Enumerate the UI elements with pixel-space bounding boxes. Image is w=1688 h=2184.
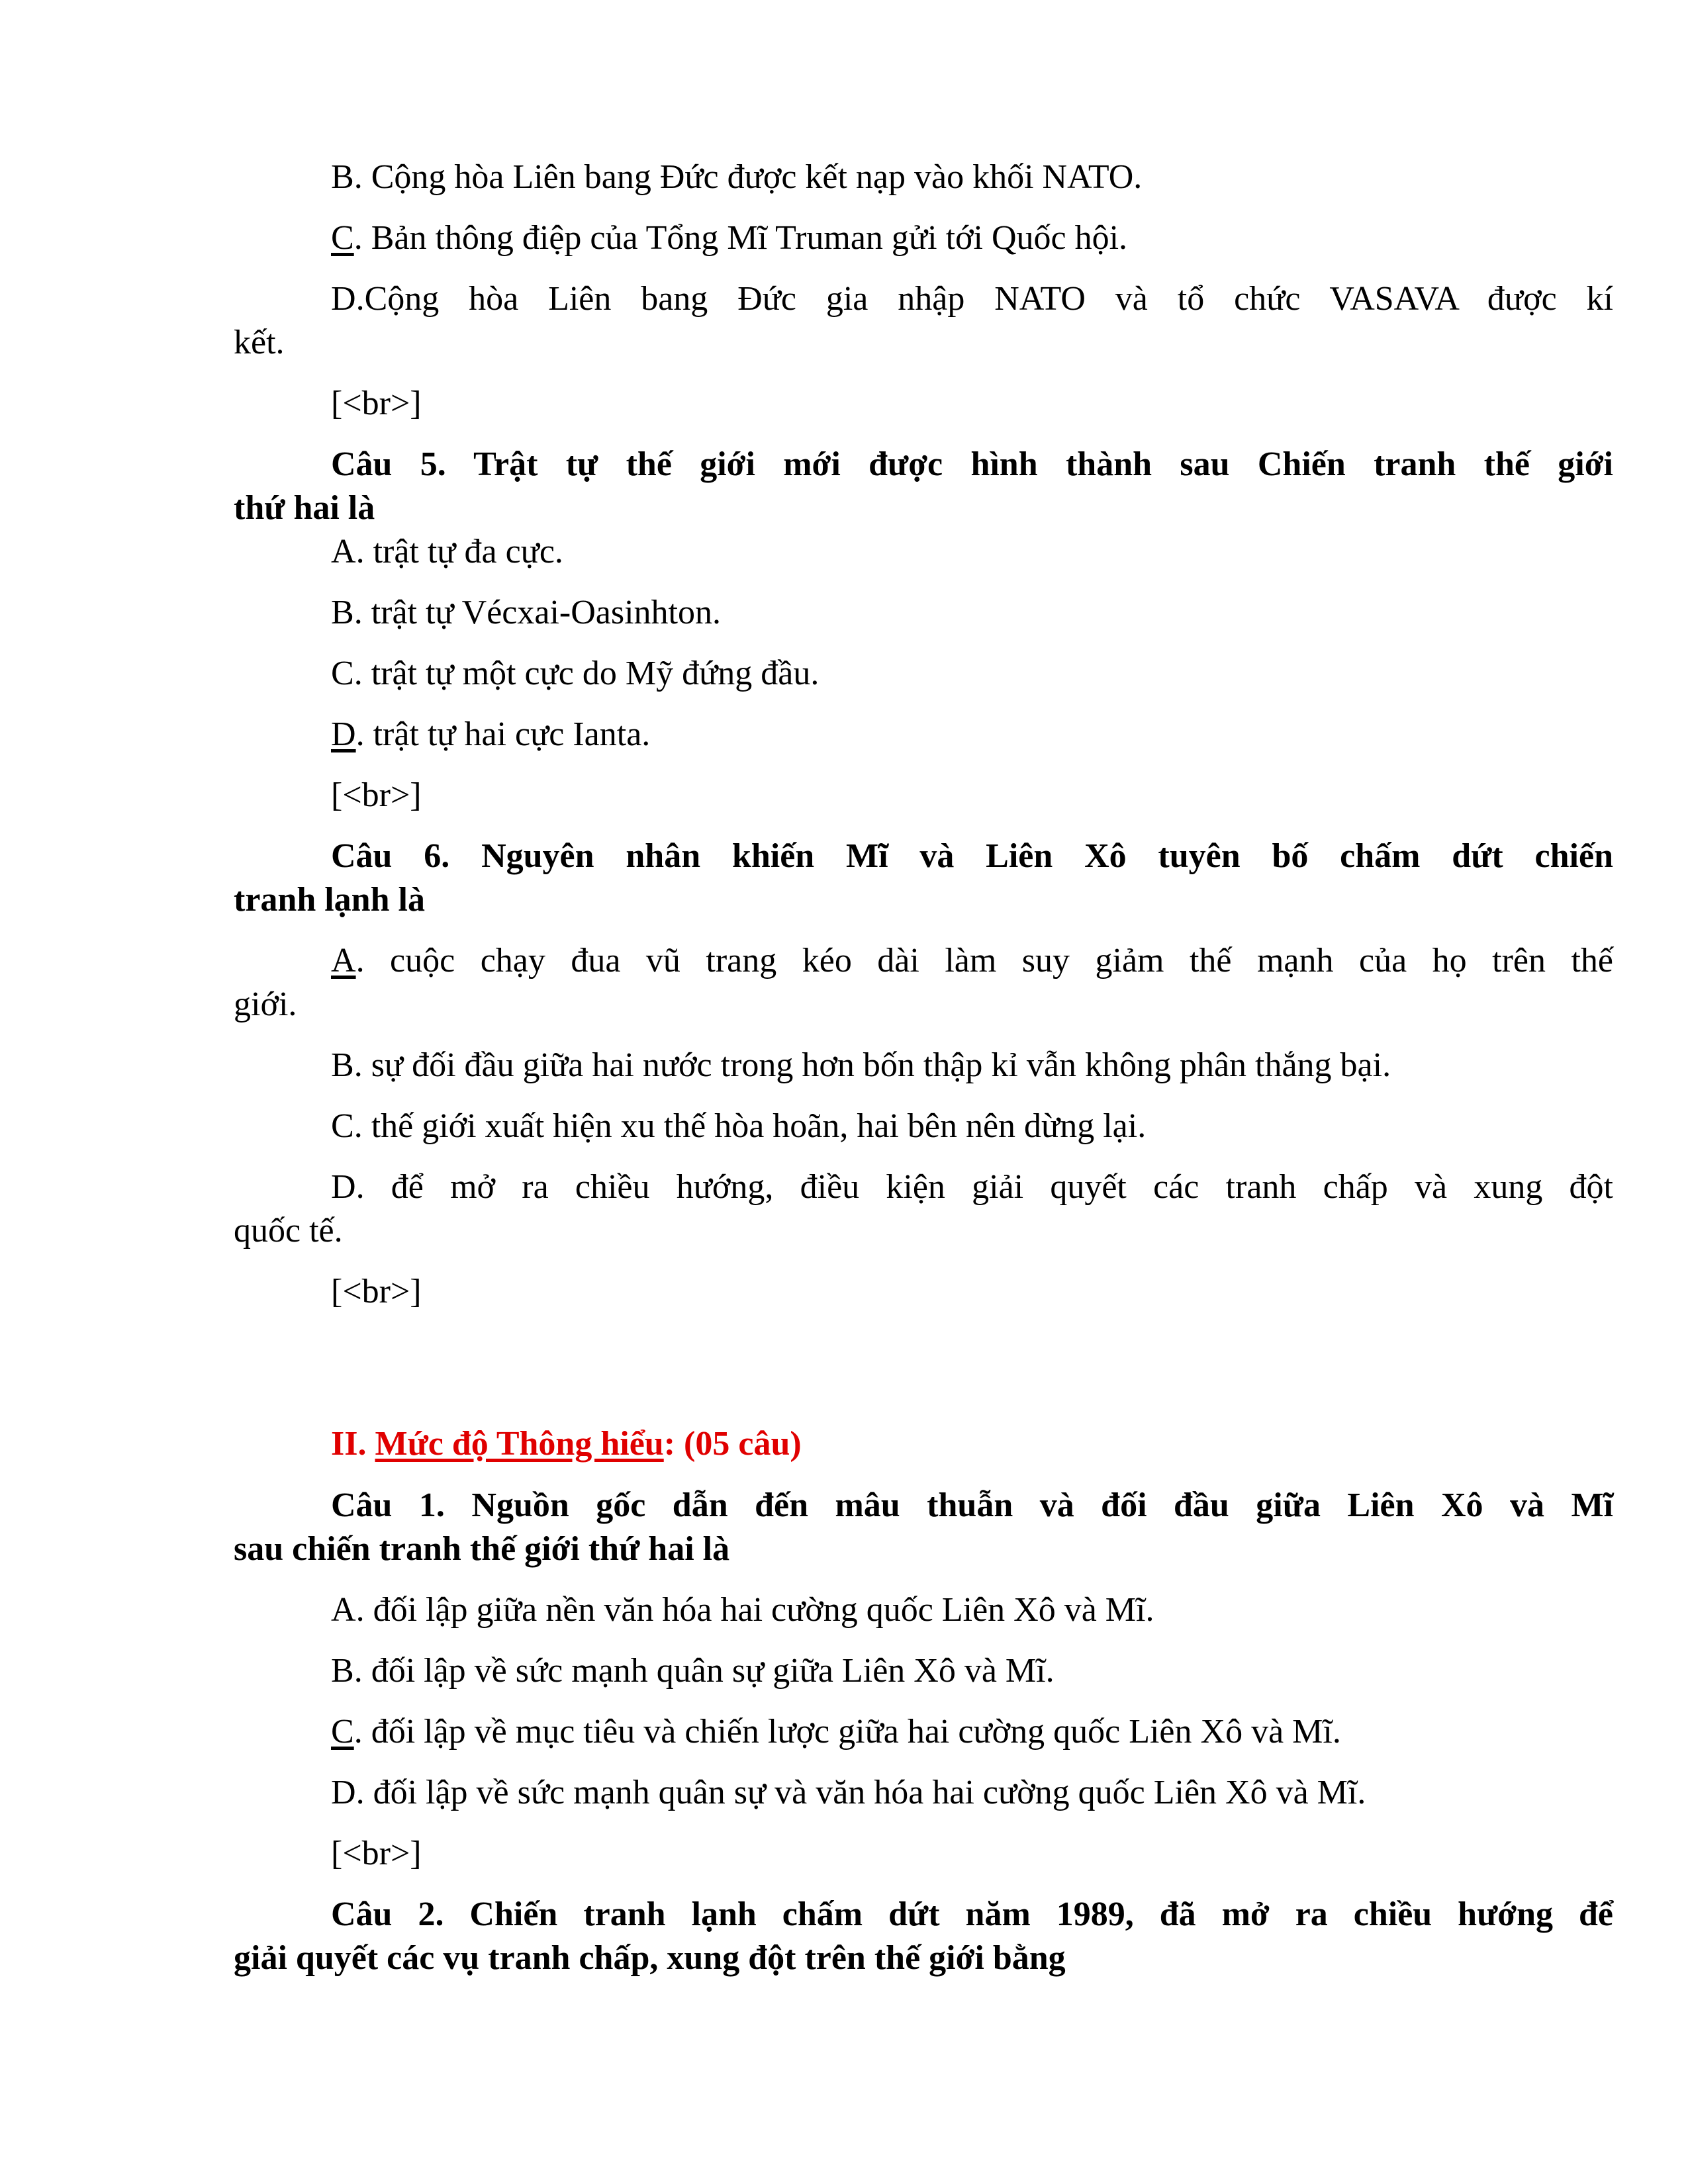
break-marker: [<br>] [331,385,422,422]
question-2-title: Câu 2. Chiến tranh lạnh chấm dứt năm 1989, đã mở ra chiều hướng để [331,1895,1613,1933]
option-d: D. đối lập về sức mạnh quân sự và văn hóa hai cường quốc Liên Xô và Mĩ. [331,1774,1366,1811]
section-heading: II. Mức độ Thông hiểu: (05 câu) [331,1425,802,1463]
option-d: D.Cộng hòa Liên bang Đức gia nhập NATO và tổ chức VASAVA được kí [331,280,1613,318]
option-b: B. trật tự Vécxai-Oasinhton. [331,594,721,631]
option-d: D. để mở ra chiều hướng, điều kiện giải quyết các tranh chấp và xung đột [331,1168,1613,1206]
question-5-title: Câu 5. Trật tự thế giới mới được hình thành sau Chiến tranh thế giới [331,445,1613,483]
option-c-correct: C. Bản thông điệp của Tổng Mĩ Truman gửi tới Quốc hội. [331,219,1128,257]
correct-answer-letter: A [331,942,356,979]
option-d-continuation: kết. [234,324,285,361]
option-b: B. đối lập về sức mạnh quân sự giữa Liên Xô và Mĩ. [331,1652,1055,1690]
break-marker: [<br>] [331,776,422,814]
question-2-title-continuation: giải quyết các vụ tranh chấp, xung đột trên thế giới bằng [234,1939,1066,1977]
question-6-title: Câu 6. Nguyên nhân khiến Mĩ và Liên Xô tuyên bố chấm dứt chiến [331,837,1613,875]
option-d-correct: D. trật tự hai cực Ianta. [331,715,651,753]
question-6-title-continuation: tranh lạnh là [234,881,425,919]
question-1-title-continuation: sau chiến tranh thế giới thứ hai là [234,1530,730,1568]
option-b: B. Cộng hòa Liên bang Đức được kết nạp vào khối NATO. [331,158,1143,196]
option-a: A. đối lập giữa nền văn hóa hai cường quốc Liên Xô và Mĩ. [331,1591,1154,1629]
option-a-continuation: giới. [234,985,297,1023]
option-c: C. thế giới xuất hiện xu thế hòa hoãn, hai bên nên dừng lại. [331,1107,1147,1145]
break-marker: [<br>] [331,1273,422,1310]
section-title: Mức độ Thông hiểu [375,1425,664,1463]
break-marker: [<br>] [331,1835,422,1872]
correct-answer-letter: C [331,1713,354,1751]
option-a-correct: A. cuộc chạy đua vũ trang kéo dài làm suy giảm thế mạnh của họ trên thế [331,942,1613,979]
correct-answer-letter: C [331,219,354,257]
option-c-correct: C. đối lập về mục tiêu và chiến lược giữa hai cường quốc Liên Xô và Mĩ. [331,1713,1341,1751]
option-d-continuation: quốc tế. [234,1212,343,1250]
option-c: C. trật tự một cực do Mỹ đứng đầu. [331,655,820,692]
correct-answer-letter: D [331,715,356,753]
option-a: A. trật tự đa cực. [331,533,563,570]
question-5-title-continuation: thứ hai là [234,489,375,527]
option-b: B. sự đối đầu giữa hai nước trong hơn bốn thập kỉ vẫn không phân thắng bại. [331,1046,1391,1084]
question-1-title: Câu 1. Nguồn gốc dẫn đến mâu thuẫn và đối đầu giữa Liên Xô và Mĩ [331,1486,1613,1524]
